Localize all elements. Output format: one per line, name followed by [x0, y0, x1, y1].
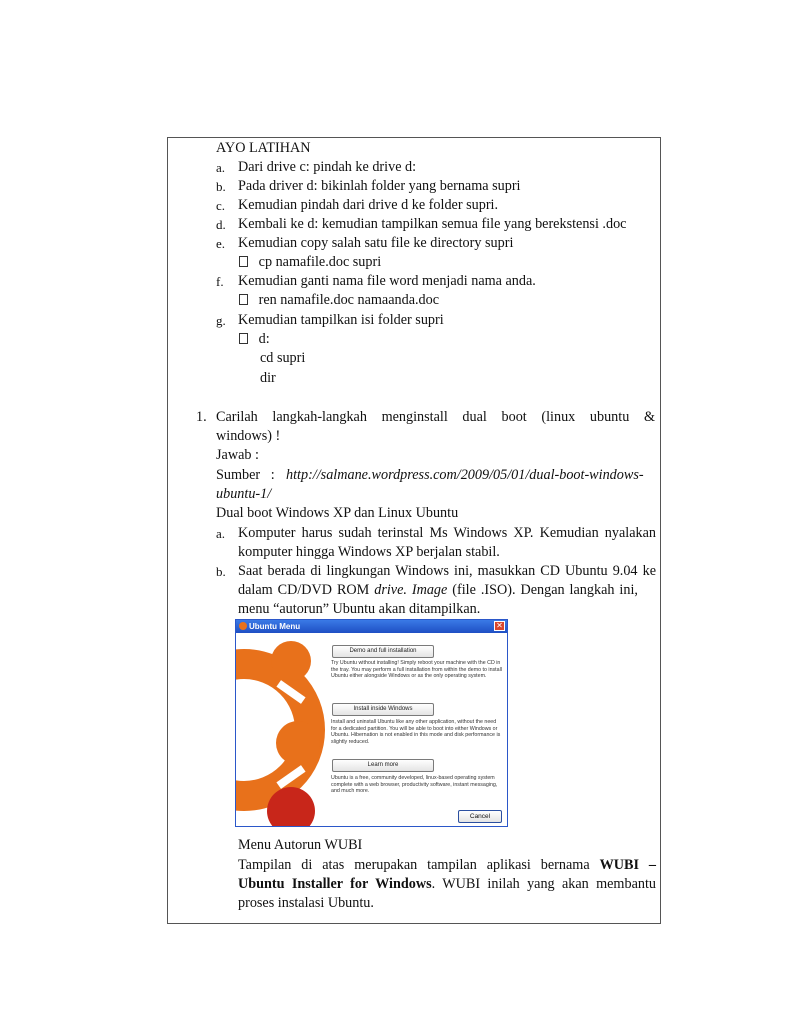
- command-text: d:: [258, 331, 270, 347]
- ubuntu-head-top: [271, 641, 311, 681]
- section-subtitle: Dual boot Windows XP dan Linux Ubuntu: [216, 505, 459, 521]
- box-glyph-icon: [239, 256, 248, 267]
- paragraph-line: [238, 856, 656, 874]
- step-text-cont: [238, 581, 638, 599]
- step-text-italic: drive. Image: [374, 582, 448, 598]
- list-item: Pada driver d: bikinlah folder yang bernama supri: [238, 178, 521, 194]
- list-marker: e.: [216, 236, 226, 251]
- step-text-cont: komputer hingga Windows XP berjalan stabil.: [238, 544, 500, 560]
- source-url-cont[interactable]: ubuntu-1/: [216, 486, 272, 502]
- step-text-part: dalam CD/DVD ROM: [238, 582, 375, 598]
- ubuntu-menu-window: [235, 619, 508, 827]
- close-icon[interactable]: ✕: [494, 621, 505, 631]
- list-item: Kembali ke d: kemudian tampilkan semua file yang berekstensi .doc: [238, 216, 627, 232]
- answer-label: Jawab :: [216, 447, 259, 463]
- paragraph-line: proses instalasi Ubuntu.: [238, 895, 374, 911]
- source-link[interactable]: [286, 466, 644, 484]
- list-marker: b.: [216, 564, 226, 579]
- ubuntu-head-mid: [276, 721, 320, 765]
- command-line: [239, 253, 381, 271]
- source-link-cont[interactable]: [216, 485, 271, 503]
- list-item: Dari drive c: pindah ke drive d:: [238, 159, 417, 175]
- box-glyph-icon: [239, 294, 248, 305]
- window-body: [236, 633, 507, 826]
- list-item: Kemudian ganti nama file word menjadi nama anda.: [238, 273, 536, 289]
- demo-install-button[interactable]: Demo and full installation: [332, 645, 434, 658]
- demo-description: Try Ubuntu without installing! Simply reboot your machine with the CD in the tray. You may perform a full installation from within the demo to install Ubuntu either alongside Windows or as the only operating system.: [331, 660, 502, 679]
- command-text: cp namafile.doc supri: [258, 254, 382, 270]
- paragraph-bold: Ubuntu Installer for Windows: [238, 876, 432, 892]
- question-text-cont: windows) !: [216, 428, 281, 444]
- window-title: Ubuntu Menu: [249, 622, 301, 631]
- paragraph-text: . WUBI inilah yang akan membantu: [431, 876, 656, 892]
- install-inside-windows-button[interactable]: Install inside Windows: [332, 703, 434, 716]
- list-marker: b.: [216, 179, 226, 194]
- paragraph-line: [238, 875, 656, 893]
- learn-more-button[interactable]: Learn more: [332, 759, 434, 772]
- list-item: Kemudian copy salah satu file ke directory supri: [238, 235, 514, 251]
- source-url[interactable]: http://salmane.wordpress.com/2009/05/01/dual-boot-windows-: [286, 467, 644, 483]
- list-marker: g.: [216, 313, 226, 328]
- list-item: Kemudian tampilkan isi folder supri: [238, 312, 444, 328]
- figure-caption: Menu Autorun WUBI: [238, 837, 363, 853]
- ubuntu-logo-icon: [239, 622, 247, 630]
- install-description: Install and uninstall Ubuntu like any other application, without the need for a dedicated partition. You will be able to boot into either Windows or Ubuntu. Hibernation is not enabled in this mode and disk performance is slightly reduced.: [331, 719, 501, 745]
- box-glyph-icon: [239, 333, 248, 344]
- list-marker: c.: [216, 198, 226, 213]
- window-titlebar: [236, 620, 507, 633]
- learn-description: Ubuntu is a free, community developed, linux-based operating system complete with a web browser, productivity software, instant messaging, and much more.: [331, 775, 498, 794]
- list-item: Kemudian pindah dari drive d ke folder supri.: [238, 197, 499, 213]
- list-marker: a.: [216, 526, 226, 541]
- step-text-part: (file .ISO). Dengan langkah ini,: [447, 582, 638, 598]
- paragraph-bold: WUBI –: [599, 857, 656, 873]
- command-line: [239, 330, 270, 348]
- command-line: [239, 291, 439, 309]
- command-text: ren namafile.doc namaanda.doc: [258, 292, 440, 308]
- source-label: Sumber :: [216, 467, 275, 483]
- step-text: Saat berada di lingkungan Windows ini, masukkan CD Ubuntu 9.04 ke: [238, 563, 656, 579]
- paragraph-text: Tampilan di atas merupakan tampilan aplikasi bernama: [238, 857, 600, 873]
- step-text-cont: menu “autorun” Ubuntu akan ditampilkan.: [238, 601, 481, 617]
- section-heading: AYO LATIHAN: [216, 140, 311, 156]
- list-marker: d.: [216, 217, 226, 232]
- ubuntu-logo-art: [236, 633, 331, 826]
- cancel-button[interactable]: Cancel: [458, 810, 502, 823]
- command-text: dir: [260, 370, 276, 386]
- list-marker: a.: [216, 160, 226, 175]
- command-text: cd supri: [260, 350, 306, 366]
- question-text: Carilah langkah-langkah menginstall dual boot (linux ubuntu &: [216, 409, 655, 425]
- list-marker: f.: [216, 274, 224, 289]
- question-number: 1.: [196, 409, 207, 425]
- step-text: Komputer harus sudah terinstal Ms Windows XP. Kemudian nyalakan: [238, 525, 656, 541]
